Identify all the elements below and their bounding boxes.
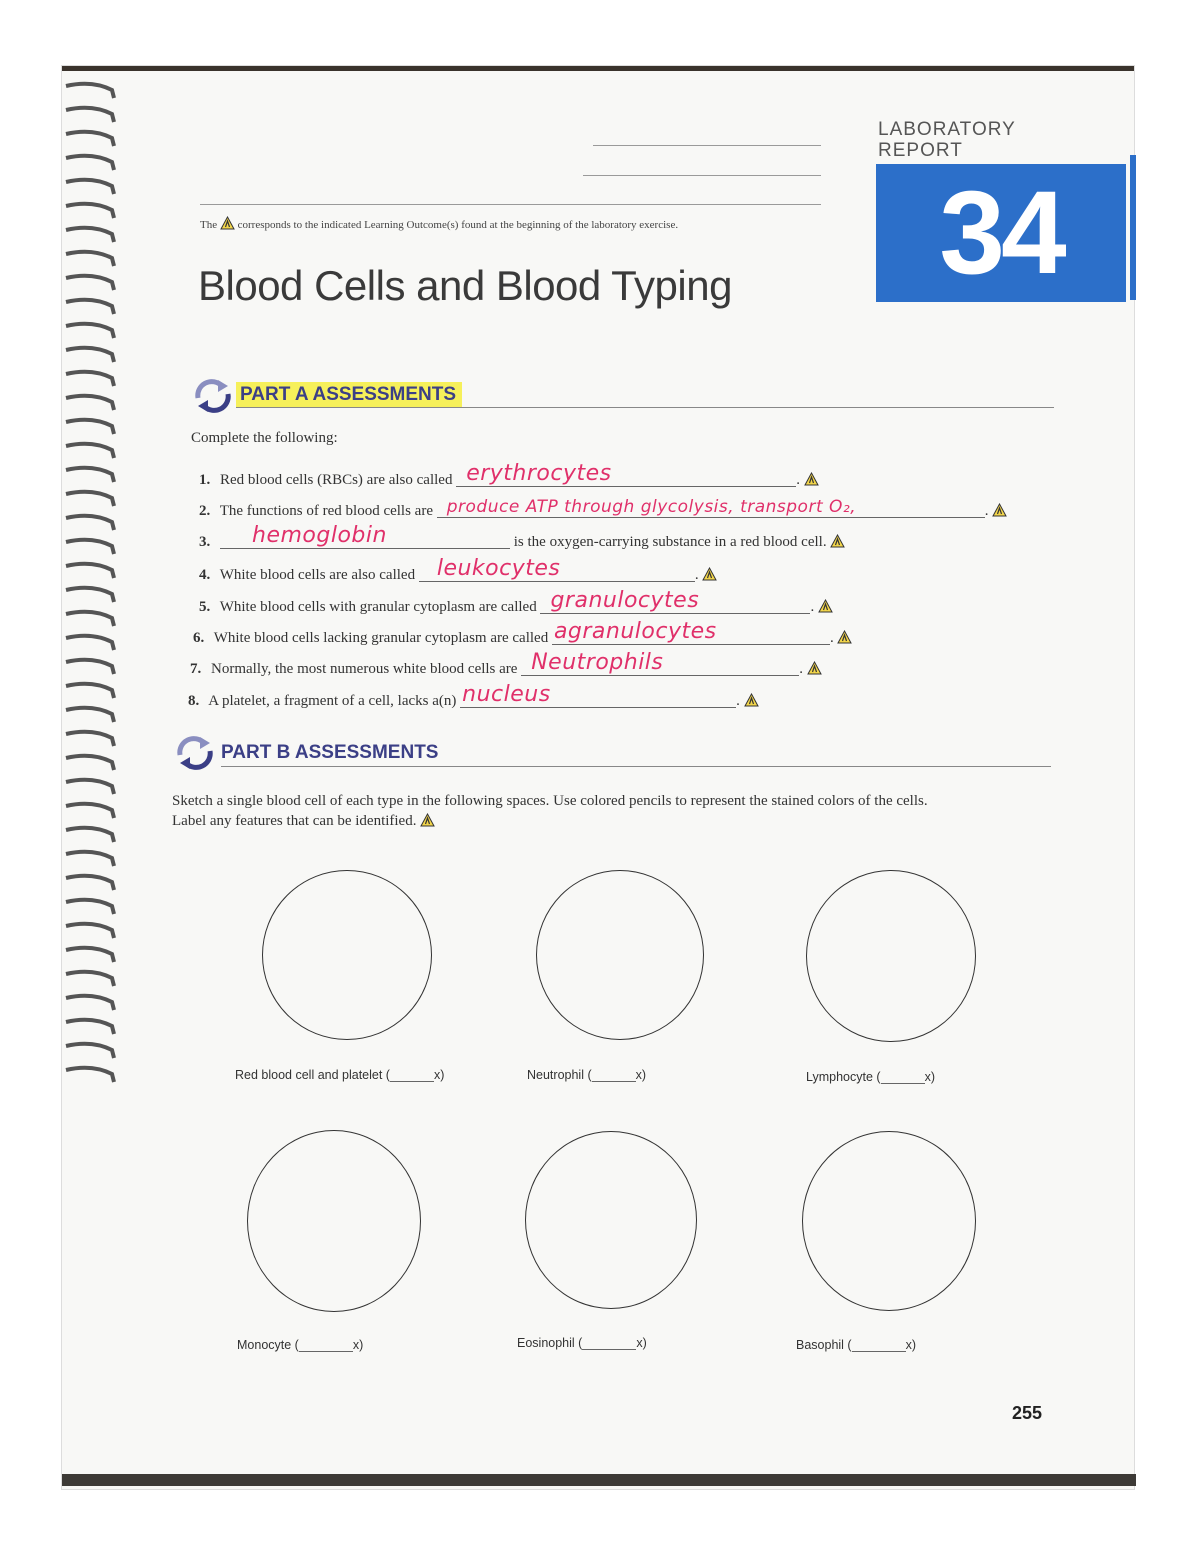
question-number: 3. (199, 534, 211, 550)
spiral-coil (66, 252, 114, 266)
answer-blank[interactable] (552, 619, 830, 645)
spiral-coil (66, 684, 114, 698)
part-b-instruction (172, 791, 1052, 831)
handwritten-answer: nucleus (462, 682, 551, 707)
label-lymphocyte (806, 1070, 935, 1084)
question-6 (193, 619, 852, 647)
answer-blank[interactable] (437, 499, 985, 518)
spiral-binding (62, 66, 122, 1086)
handwritten-answer: hemoglobin (252, 523, 387, 548)
question-number: 4. (199, 567, 211, 583)
spiral-coil (66, 708, 114, 722)
spiral-coil (66, 276, 114, 290)
handwritten-answer: agranulocytes (553, 619, 717, 644)
learning-outcome-icon (818, 599, 833, 613)
cell-label-suffix: x) (433, 1068, 445, 1082)
spiral-coil (66, 852, 114, 866)
name-line (593, 145, 821, 146)
spiral-coil (66, 468, 114, 482)
lab-report-label (878, 119, 1016, 161)
cycle-arrows-icon (192, 376, 234, 416)
question-text: The functions of red blood cells are (219, 503, 433, 519)
spiral-coil (66, 612, 114, 626)
question-text: Red blood cells (RBCs) are also called (220, 472, 453, 488)
part-b-rule (221, 766, 1051, 767)
cell-label-suffix: x) (636, 1336, 647, 1350)
intro-note (200, 216, 678, 231)
spiral-coil (66, 756, 114, 770)
question-8 (188, 682, 759, 710)
magnification-blank[interactable] (592, 1069, 636, 1082)
spiral-coil (66, 156, 114, 170)
spiral-coil (66, 660, 114, 674)
learning-outcome-icon (830, 534, 845, 548)
spiral-coil (66, 372, 114, 386)
part-b-heading: PART B ASSESSMENTS (221, 742, 439, 763)
part-b-instruction-line1: Sketch a single blood cell of each type in the following spaces. Use colored pencils to represent the stained colors of the cells. (172, 793, 928, 809)
label-neutrophil (527, 1068, 646, 1082)
cell-label-text: Basophil ( (796, 1338, 852, 1352)
page-edge (62, 1474, 1136, 1486)
magnification-blank[interactable] (390, 1069, 434, 1082)
spiral-coil (66, 132, 114, 146)
sketch-circle-monocyte[interactable] (247, 1130, 421, 1312)
spiral-coil (66, 540, 114, 554)
spiral-coil (66, 876, 114, 890)
sketch-circle-lymphocyte[interactable] (806, 870, 976, 1042)
spiral-coil (66, 324, 114, 338)
label-basophil (796, 1338, 916, 1352)
question-end: . (799, 661, 803, 677)
question-end: . (796, 472, 800, 488)
spiral-coil (66, 804, 114, 818)
spiral-coil (66, 228, 114, 242)
learning-outcome-icon (992, 503, 1007, 517)
question-text: White blood cells lacking granular cytoplasm are called (213, 630, 549, 646)
learning-outcome-icon (702, 567, 717, 581)
page-title: Blood Cells and Blood Typing (198, 262, 732, 309)
question-number: 6. (193, 630, 205, 646)
handwritten-answer: produce ATP through glycolysis, transport O₂, (446, 497, 857, 517)
answer-blank[interactable] (540, 588, 810, 614)
cycle-arrows-icon (174, 733, 216, 773)
cell-label-text: Lymphocyte ( (806, 1070, 881, 1084)
part-a-instruction: Complete the following: (191, 430, 338, 446)
spiral-coil (66, 492, 114, 506)
spiral-coil (66, 996, 114, 1010)
label-rbc (235, 1068, 444, 1082)
spiral-coil (66, 780, 114, 794)
question-3 (199, 523, 845, 551)
lab-number: 34 (939, 167, 1063, 299)
accent-stripe (1130, 155, 1136, 300)
question-end: . (984, 503, 989, 519)
spiral-coil (66, 348, 114, 362)
spiral-coil (66, 900, 114, 914)
learning-outcome-icon (420, 813, 435, 827)
question-5 (199, 588, 833, 616)
question-text: is the oxygen-carrying substance in a red blood cell. (513, 534, 827, 550)
learning-outcome-icon (804, 472, 819, 486)
question-number: 8. (188, 693, 200, 709)
question-number: 7. (190, 661, 202, 677)
answer-blank[interactable] (456, 461, 796, 487)
cell-label-text: Monocyte ( (237, 1338, 299, 1352)
question-number: 5. (199, 599, 211, 615)
handwritten-answer: granulocytes (550, 588, 700, 613)
question-end: . (694, 567, 699, 583)
cell-label-text: Red blood cell and platelet ( (235, 1068, 390, 1082)
sketch-circle-rbc[interactable] (262, 870, 432, 1040)
question-2 (199, 499, 1007, 520)
date-line (583, 175, 821, 176)
part-b-instruction-line2: Label any features that can be identified. (172, 813, 417, 829)
sketch-circle-eosinophil[interactable] (525, 1131, 697, 1309)
question-text: Normally, the most numerous white blood cells are (211, 661, 518, 677)
part-b-instruction-line2-wrap (172, 811, 1052, 831)
spiral-coil (66, 108, 114, 122)
part-a-heading-text: PART A ASSESSMENTS (236, 382, 462, 407)
spiral-coil (66, 1044, 114, 1058)
magnification-blank[interactable] (852, 1339, 906, 1352)
label-monocyte (237, 1338, 363, 1352)
question-end: . (829, 630, 834, 646)
part-a-heading (236, 384, 462, 406)
question-text: A platelet, a fragment of a cell, lacks a(n) (208, 693, 457, 709)
handwritten-answer: leukocytes (436, 556, 561, 581)
question-text: White blood cells are also called (219, 567, 416, 583)
answer-blank[interactable] (521, 650, 799, 676)
spiral-coil (66, 924, 114, 938)
spiral-coil (66, 828, 114, 842)
magnification-blank[interactable] (299, 1339, 353, 1352)
answer-blank[interactable] (220, 523, 510, 549)
intro-note-prefix: The (200, 219, 218, 231)
lab-report-text: LABORATORY REPORT (878, 119, 1016, 161)
question-end: . (736, 693, 740, 709)
answer-blank[interactable] (419, 556, 695, 582)
sketch-circle-basophil[interactable] (802, 1131, 976, 1311)
lab-number-badge (876, 164, 1126, 302)
question-number: 1. (199, 472, 211, 488)
question-end: . (810, 599, 815, 615)
question-7 (190, 650, 822, 678)
spiral-coil (66, 420, 114, 434)
question-number: 2. (199, 503, 211, 519)
spiral-coil (66, 564, 114, 578)
intro-note-text: corresponds to the indicated Learning Outcome(s) found at the beginning of the laboratory exercise. (237, 219, 679, 231)
question-4 (199, 556, 717, 584)
question-1 (199, 461, 819, 489)
cell-label-text: Eosinophil ( (517, 1336, 583, 1350)
spiral-coil (66, 516, 114, 530)
spiral-coil (66, 1068, 114, 1082)
spiral-coil (66, 972, 114, 986)
cell-label-suffix: x) (905, 1338, 917, 1352)
spiral-coil (66, 732, 114, 746)
spiral-coil (66, 636, 114, 650)
spiral-coil (66, 1020, 114, 1034)
answer-blank[interactable] (460, 682, 736, 708)
part-a-rule (236, 407, 1054, 408)
spiral-coil (66, 588, 114, 602)
sketch-circle-neutrophil[interactable] (536, 870, 704, 1040)
section-line (200, 204, 821, 205)
learning-outcome-icon (807, 661, 822, 675)
spiral-coil (66, 300, 114, 314)
cell-label-suffix: x) (924, 1070, 935, 1084)
spiral-coil (66, 444, 114, 458)
magnification-blank[interactable] (881, 1071, 925, 1084)
cell-label-suffix: x) (635, 1068, 647, 1082)
spiral-coil (66, 84, 114, 98)
label-eosinophil (517, 1336, 647, 1350)
page-number: 255 (1012, 1403, 1043, 1423)
magnification-blank[interactable] (582, 1337, 636, 1350)
question-text: White blood cells with granular cytoplasm are called (219, 599, 537, 615)
learning-outcome-icon (220, 216, 235, 230)
cell-label-text: Neutrophil ( (527, 1068, 592, 1082)
cell-label-suffix: x) (352, 1338, 364, 1352)
handwritten-answer: Neutrophils (531, 650, 664, 675)
learning-outcome-icon (744, 693, 759, 707)
spiral-coil (66, 204, 114, 218)
learning-outcome-icon (837, 630, 852, 644)
handwritten-answer: erythrocytes (466, 461, 612, 486)
spiral-coil (66, 180, 114, 194)
spiral-coil (66, 396, 114, 410)
spiral-coil (66, 948, 114, 962)
